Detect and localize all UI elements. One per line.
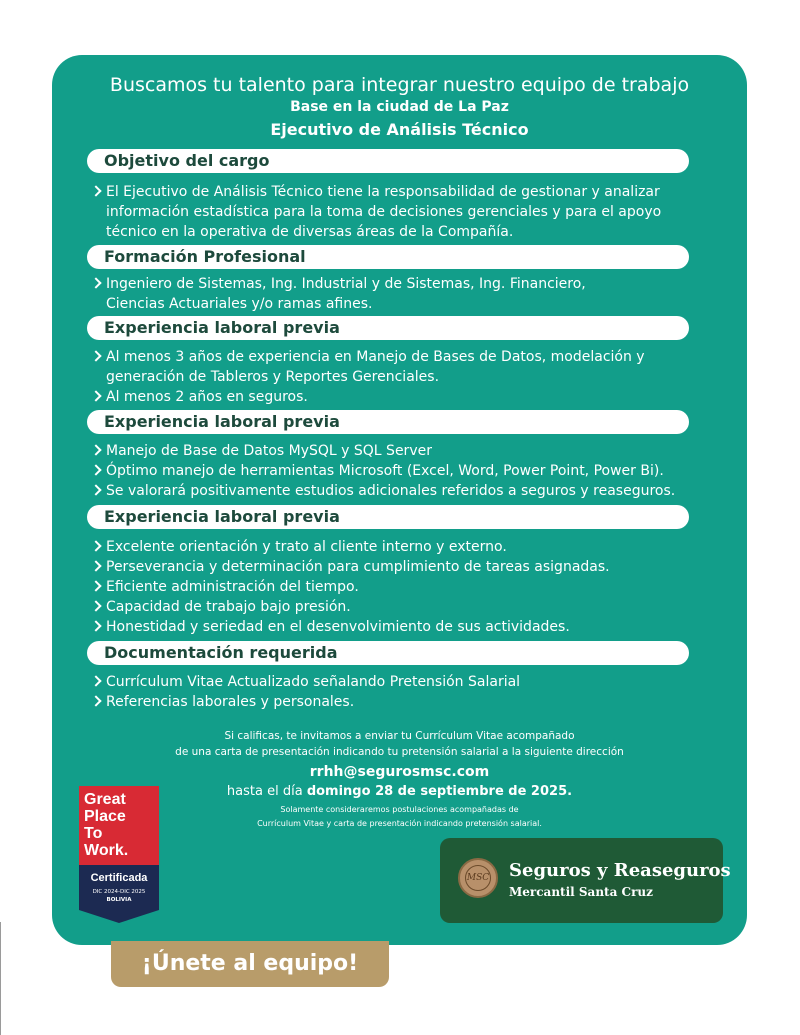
note-line-1: Solamente consideraremos postulaciones acompañadas de [280, 805, 519, 814]
location: Base en la ciudad de La Paz [290, 99, 509, 115]
company-logo-panel [440, 838, 731, 923]
badge-top [79, 786, 159, 865]
section-title-formacion: Formación Profesional [87, 245, 689, 269]
chevron-right-icon [90, 600, 101, 611]
section-items-objetivo [91, 182, 691, 242]
headline: Buscamos tu talento para integrar nuestro equipo de trabajo [109, 74, 690, 96]
list-item [91, 577, 691, 597]
section-items-experiencia-1 [91, 347, 691, 407]
seal-monogram: MSC [465, 865, 491, 891]
item-text: Al menos 3 años de experiencia en Manejo de Bases de Datos, modelación y generación de Tableros y Reportes Gerenciales. [106, 349, 645, 385]
posting-header [52, 73, 747, 142]
item-text: Óptimo manejo de herramientas Microsoft (Excel, Word, Power Point, Power Bi). [106, 463, 664, 479]
item-text: Honestidad y seriedad en el desenvolvimiento de sus actividades. [106, 619, 570, 635]
chevron-right-icon [90, 620, 101, 631]
list-item [91, 672, 691, 692]
note-line-2: Currículum Vitae y carta de presentación indicando pretensión salarial. [257, 819, 542, 828]
item-text: Eficiente administración del tiempo. [106, 579, 359, 595]
chevron-right-icon [90, 560, 101, 571]
page-edge-line [0, 922, 1, 1035]
section-items-formacion [91, 274, 691, 314]
role-title: Ejecutivo de Análisis Técnico [270, 120, 529, 139]
badge-word: Work. [84, 842, 129, 859]
badge-bottom [79, 865, 159, 910]
list-item [91, 617, 691, 637]
list-item [91, 557, 691, 577]
invite-line-2: de una carta de presentación indicando tu pretensión salarial a la siguiente dirección [175, 746, 624, 758]
badge-country: BOLIVIA [106, 897, 132, 903]
item-text: Referencias laborales y personales. [106, 694, 355, 710]
list-item [91, 274, 691, 314]
section-title-experiencia-3: Experiencia laboral previa [87, 505, 689, 529]
company-seal-icon [458, 858, 498, 898]
badge-dates: DIC 2024-DIC 2025 [92, 889, 146, 895]
great-place-to-work-badge [79, 786, 159, 923]
list-item [91, 597, 691, 617]
chevron-right-icon [90, 580, 101, 591]
item-text: Currículum Vitae Actualizado señalando Pretensión Salarial [106, 674, 521, 690]
chevron-right-icon [90, 277, 101, 288]
invite-line-1: Si calificas, te invitamos a enviar tu Currículum Vitae acompañado [224, 730, 575, 742]
badge-word: Place [84, 808, 126, 825]
chevron-right-icon [90, 444, 101, 455]
item-text: Se valorará positivamente estudios adicionales referidos a seguros y reaseguros. [106, 483, 676, 499]
chevron-right-icon [90, 675, 101, 686]
badge-certified: Certificada [90, 872, 148, 884]
item-text: Excelente orientación y trato al cliente interno y externo. [106, 539, 507, 555]
chevron-right-icon [90, 185, 101, 196]
deadline-prefix: hasta el día [226, 784, 307, 799]
item-text: Perseverancia y determinación para cumplimiento de tareas asignadas. [106, 559, 610, 575]
chevron-right-icon [90, 350, 101, 361]
list-item [91, 441, 691, 461]
item-text: Capacidad de trabajo bajo presión. [106, 599, 351, 615]
chevron-right-icon [90, 695, 101, 706]
section-title-experiencia-1: Experiencia laboral previa [87, 316, 689, 340]
section-title-documentacion: Documentación requerida [87, 641, 689, 665]
item-text: El Ejecutivo de Análisis Técnico tiene la responsabilidad de gestionar y analizar información estadística para la toma de decisiones gerenciales y para el apoyo técnico en la operativa de diversas áreas de la Compañía. [106, 184, 662, 240]
section-items-experiencia-3 [91, 537, 691, 637]
list-item [91, 461, 691, 481]
list-item [91, 347, 691, 387]
chevron-right-icon [90, 484, 101, 495]
item-text: Manejo de Base de Datos MySQL y SQL Server [106, 443, 432, 459]
section-title-objetivo: Objetivo del cargo [87, 149, 689, 173]
join-team-banner: ¡Únete al equipo! [111, 941, 389, 987]
list-item [91, 537, 691, 557]
list-item [91, 481, 691, 501]
item-text: Al menos 2 años en seguros. [106, 389, 308, 405]
list-item [91, 387, 691, 407]
chevron-right-icon [90, 390, 101, 401]
list-item [91, 182, 691, 242]
section-items-documentacion [91, 672, 691, 712]
item-text: Ingeniero de Sistemas, Ing. Industrial y de Sistemas, Ing. Financiero, Ciencias Actuariales y/o ramas afines. [106, 276, 586, 312]
chevron-right-icon [90, 464, 101, 475]
section-title-experiencia-2: Experiencia laboral previa [87, 410, 689, 434]
badge-word: To [84, 825, 103, 842]
chevron-right-icon [90, 540, 101, 551]
badge-word: Great [84, 791, 126, 808]
deadline-date: domingo 28 de septiembre de 2025. [306, 784, 573, 799]
list-item [91, 692, 691, 712]
company-subname: Mercantil Santa Cruz [509, 885, 653, 899]
section-items-experiencia-2 [91, 441, 691, 501]
contact-email[interactable]: rrhh@segurosmsc.com [309, 764, 490, 780]
badge-point [79, 910, 159, 923]
company-name: Seguros y Reaseguros [509, 860, 731, 881]
